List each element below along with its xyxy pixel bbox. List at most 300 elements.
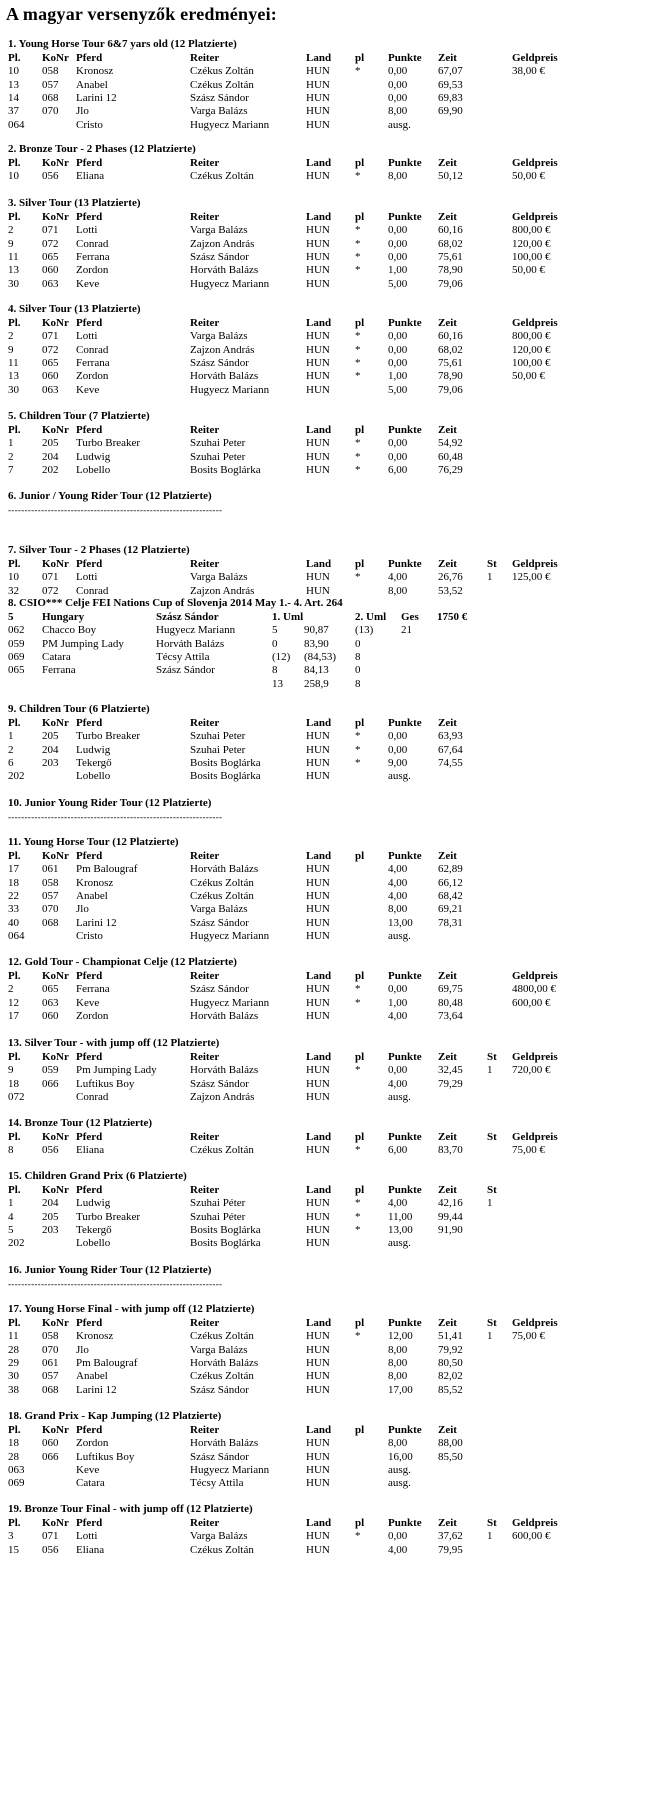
header-points: Punkte xyxy=(388,1184,422,1196)
header-country: Land xyxy=(306,1517,332,1529)
table-row xyxy=(0,91,664,105)
cell-konr: 057 xyxy=(42,1370,59,1383)
cell-rider: Szuhai Péter xyxy=(190,1210,246,1223)
cell-time: 99,44 xyxy=(438,1210,463,1223)
team-cell: 062 xyxy=(8,624,25,637)
cell-country: HUN xyxy=(306,105,330,118)
header-country: Land xyxy=(306,52,332,64)
header-horse: Pferd xyxy=(76,317,103,329)
cell-country: HUN xyxy=(306,224,330,237)
team-cell: 258,9 xyxy=(304,677,329,690)
cell-konr: 203 xyxy=(42,756,59,769)
cell-place: 33 xyxy=(8,903,19,916)
cell-placed: * xyxy=(355,1530,361,1543)
cell-country: HUN xyxy=(306,330,330,343)
header-points: Punkte xyxy=(388,970,422,982)
cell-country: HUN xyxy=(306,343,330,356)
header-rider: Reiter xyxy=(190,1424,220,1436)
header-rider: Reiter xyxy=(190,1517,220,1529)
header-time: Zeit xyxy=(438,850,457,862)
header-horse: Pferd xyxy=(76,717,103,729)
cell-prize: 100,00 € xyxy=(512,250,551,263)
cell-horse: Tekergő xyxy=(76,756,112,769)
cell-points: ausg. xyxy=(388,1477,411,1490)
cell-placed: * xyxy=(355,571,361,584)
cell-points: 8,00 xyxy=(388,1343,408,1356)
cell-time: 54,92 xyxy=(438,437,463,450)
cell-rider: Szász Sándor xyxy=(190,250,249,263)
header-konr: KoNr xyxy=(42,211,69,223)
cell-points: 8,00 xyxy=(388,584,408,597)
cell-place: 11 xyxy=(8,250,19,263)
cell-horse: Anabel xyxy=(76,78,108,91)
cell-placed: * xyxy=(355,170,361,183)
cell-horse: Zordon xyxy=(76,1009,109,1022)
header-horse: Pferd xyxy=(76,211,103,223)
cell-points: 0,00 xyxy=(388,237,408,250)
cell-horse: Turbo Breaker xyxy=(76,437,141,450)
cell-placed: * xyxy=(355,264,361,277)
header-points: Punkte xyxy=(388,211,422,223)
table-row xyxy=(0,902,664,916)
cell-points: 8,00 xyxy=(388,105,408,118)
cell-country: HUN xyxy=(306,118,330,131)
header-time: Zeit xyxy=(438,970,457,982)
cell-time: 37,62 xyxy=(438,1530,463,1543)
cell-horse: Lotti xyxy=(76,1530,98,1543)
cell-country: HUN xyxy=(306,1330,330,1343)
header-placed: pl xyxy=(355,1317,365,1329)
header-horse: Pferd xyxy=(76,157,103,169)
cell-prize: 50,00 € xyxy=(512,264,545,277)
cell-points: 4,00 xyxy=(388,863,408,876)
header-time: Zeit xyxy=(438,211,457,223)
cell-points: 8,00 xyxy=(388,1370,408,1383)
cell-place: 18 xyxy=(8,876,19,889)
cell-horse: Pm Jumping Lady xyxy=(76,1064,157,1077)
cell-country: HUN xyxy=(306,383,330,396)
header-placed: pl xyxy=(355,717,365,729)
team-cell: Hungary xyxy=(42,611,85,623)
cell-time: 69,21 xyxy=(438,903,463,916)
cell-points: ausg. xyxy=(388,770,411,783)
header-placed: pl xyxy=(355,157,365,169)
section-title: 5. Children Tour (7 Platzierte) xyxy=(8,410,150,422)
team-cell: 5 xyxy=(272,624,278,637)
cell-horse: Keve xyxy=(76,277,100,290)
cell-st: 1 xyxy=(487,1197,493,1210)
header-konr: KoNr xyxy=(42,1051,69,1063)
cell-place: 064 xyxy=(8,929,25,942)
header-place: Pl. xyxy=(8,1424,21,1436)
cell-time: 79,95 xyxy=(438,1543,463,1556)
cell-konr: 203 xyxy=(42,1223,59,1236)
cell-country: HUN xyxy=(306,571,330,584)
cell-place: 072 xyxy=(8,1090,25,1103)
cell-country: HUN xyxy=(306,1450,330,1463)
cell-country: HUN xyxy=(306,1197,330,1210)
table-row xyxy=(0,1236,664,1250)
header-placed: pl xyxy=(355,317,365,329)
section-title: 17. Young Horse Final - with jump off (12 Platzierte) xyxy=(8,1303,255,1315)
team-cell: 2. Uml xyxy=(355,611,387,623)
header-placed: pl xyxy=(355,970,365,982)
header-placed: pl xyxy=(355,850,365,862)
table-header-row xyxy=(0,1516,664,1530)
cell-konr: 204 xyxy=(42,450,59,463)
cell-place: 12 xyxy=(8,996,19,1009)
cell-place: 1 xyxy=(8,730,14,743)
cell-country: HUN xyxy=(306,1343,330,1356)
cell-points: 4,00 xyxy=(388,889,408,902)
cell-rider: Czékus Zoltán xyxy=(190,876,254,889)
header-country: Land xyxy=(306,1317,332,1329)
header-time: Zeit xyxy=(438,1517,457,1529)
cell-time: 63,93 xyxy=(438,730,463,743)
header-country: Land xyxy=(306,317,332,329)
cell-place: 2 xyxy=(8,224,14,237)
cell-time: 79,92 xyxy=(438,1343,463,1356)
cell-place: 1 xyxy=(8,1197,14,1210)
table-row xyxy=(0,929,664,943)
cell-prize: 120,00 € xyxy=(512,343,551,356)
cell-points: 6,00 xyxy=(388,1144,408,1157)
section-title: 8. CSIO*** Celje FEI Nations Cup of Slovenja 2014 May 1.- 4. Art. 264 xyxy=(8,597,343,609)
header-place: Pl. xyxy=(8,52,21,64)
cell-points: 12,00 xyxy=(388,1330,413,1343)
cell-prize: 125,00 € xyxy=(512,571,551,584)
cell-rider: Horváth Balázs xyxy=(190,1009,259,1022)
cell-time: 32,45 xyxy=(438,1064,463,1077)
cell-konr: 204 xyxy=(42,743,59,756)
cell-horse: Lobello xyxy=(76,1237,111,1250)
cell-time: 69,83 xyxy=(438,91,463,104)
cell-time: 26,76 xyxy=(438,571,463,584)
team-cell: 84,13 xyxy=(304,664,329,677)
section-title: 9. Children Tour (6 Platzierte) xyxy=(8,703,150,715)
cell-points: 0,00 xyxy=(388,224,408,237)
cell-time: 62,89 xyxy=(438,863,463,876)
cell-rider: Bosits Boglárka xyxy=(190,770,261,783)
table-row xyxy=(0,862,664,876)
table-header-row xyxy=(0,51,664,65)
cell-points: ausg. xyxy=(388,929,411,942)
cell-points: 8,00 xyxy=(388,1356,408,1369)
table-row xyxy=(0,1543,664,1557)
cell-place: 064 xyxy=(8,118,25,131)
cell-country: HUN xyxy=(306,863,330,876)
cell-rider: Szuhai Peter xyxy=(190,730,246,743)
table-header-row xyxy=(0,849,664,863)
cell-st: 1 xyxy=(487,1330,493,1343)
cell-horse: Jlo xyxy=(76,903,89,916)
cell-konr: 071 xyxy=(42,1530,59,1543)
cell-rider: Bosits Boglárka xyxy=(190,756,261,769)
header-time: Zeit xyxy=(438,1131,457,1143)
table-row xyxy=(0,1329,664,1343)
cell-rider: Varga Balázs xyxy=(190,903,248,916)
cell-time: 85,52 xyxy=(438,1383,463,1396)
cell-konr: 072 xyxy=(42,584,59,597)
cell-prize: 50,00 € xyxy=(512,370,545,383)
cell-rider: Szász Sándor xyxy=(190,91,249,104)
team-header-row xyxy=(0,610,664,624)
cell-points: 0,00 xyxy=(388,330,408,343)
cell-place: 1 xyxy=(8,437,14,450)
cell-rider: Técsy Attila xyxy=(190,1477,244,1490)
cell-rider: Szuhai Peter xyxy=(190,437,246,450)
cell-place: 10 xyxy=(8,571,19,584)
cell-points: 1,00 xyxy=(388,264,408,277)
table-row xyxy=(0,1436,664,1450)
cell-rider: Szász Sándor xyxy=(190,356,249,369)
cell-horse: Conrad xyxy=(76,584,109,597)
cell-rider: Horváth Balázs xyxy=(190,370,259,383)
team-cell: (12) xyxy=(272,650,291,663)
cell-horse: Tekergő xyxy=(76,1223,112,1236)
cell-horse: Anabel xyxy=(76,1370,108,1383)
cell-time: 60,16 xyxy=(438,224,463,237)
team-cell: 8 xyxy=(355,677,361,690)
header-prize: Geldpreis xyxy=(512,1051,558,1063)
header-time: Zeit xyxy=(438,1051,457,1063)
table-row xyxy=(0,1009,664,1023)
header-st: St xyxy=(487,1051,497,1063)
cell-place: 10 xyxy=(8,170,19,183)
cell-place: 11 xyxy=(8,356,19,369)
cell-country: HUN xyxy=(306,743,330,756)
cell-points: 1,00 xyxy=(388,996,408,1009)
header-prize: Geldpreis xyxy=(512,970,558,982)
header-rider: Reiter xyxy=(190,317,220,329)
header-time: Zeit xyxy=(438,424,457,436)
cell-konr: 071 xyxy=(42,571,59,584)
header-st: St xyxy=(487,1131,497,1143)
cell-time: 80,50 xyxy=(438,1356,463,1369)
cell-konr: 071 xyxy=(42,330,59,343)
header-konr: KoNr xyxy=(42,1131,69,1143)
header-time: Zeit xyxy=(438,1184,457,1196)
cell-horse: Keve xyxy=(76,1463,100,1476)
separator-line: ----------------------------------------------------------------- xyxy=(8,1279,223,1289)
cell-place: 40 xyxy=(8,916,19,929)
cell-st: 1 xyxy=(487,1064,493,1077)
table-row xyxy=(0,64,664,78)
cell-points: 0,00 xyxy=(388,983,408,996)
cell-prize: 4800,00 € xyxy=(512,983,556,996)
table-row xyxy=(0,916,664,930)
cell-time: 75,61 xyxy=(438,356,463,369)
cell-time: 73,64 xyxy=(438,1009,463,1022)
cell-konr: 068 xyxy=(42,1383,59,1396)
cell-country: HUN xyxy=(306,1543,330,1556)
header-horse: Pferd xyxy=(76,1051,103,1063)
cell-country: HUN xyxy=(306,437,330,450)
cell-konr: 060 xyxy=(42,1009,59,1022)
header-rider: Reiter xyxy=(190,1131,220,1143)
table-row xyxy=(0,104,664,118)
header-time: Zeit xyxy=(438,558,457,570)
table-header-row xyxy=(0,1130,664,1144)
cell-prize: 50,00 € xyxy=(512,170,545,183)
cell-horse: Ludwig xyxy=(76,450,111,463)
cell-country: HUN xyxy=(306,770,330,783)
header-placed: pl xyxy=(355,1131,365,1143)
cell-place: 15 xyxy=(8,1543,19,1556)
cell-konr: 058 xyxy=(42,65,59,78)
cell-placed: * xyxy=(355,356,361,369)
cell-placed: * xyxy=(355,65,361,78)
separator-line: ----------------------------------------------------------------- xyxy=(8,505,223,515)
cell-place: 28 xyxy=(8,1343,19,1356)
header-horse: Pferd xyxy=(76,558,103,570)
cell-place: 9 xyxy=(8,1064,14,1077)
cell-placed: * xyxy=(355,330,361,343)
cell-rider: Szász Sándor xyxy=(190,916,249,929)
table-row xyxy=(0,1450,664,1464)
cell-place: 38 xyxy=(8,1383,19,1396)
team-cell: 5 xyxy=(8,611,14,623)
table-row xyxy=(0,1223,664,1237)
team-cell: 8 xyxy=(355,650,361,663)
cell-konr: 066 xyxy=(42,1077,59,1090)
cell-konr: 059 xyxy=(42,1064,59,1077)
team-cell: 065 xyxy=(8,664,25,677)
header-place: Pl. xyxy=(8,970,21,982)
cell-country: HUN xyxy=(306,1077,330,1090)
cell-rider: Horváth Balázs xyxy=(190,1437,259,1450)
cell-time: 68,02 xyxy=(438,343,463,356)
cell-points: 1,00 xyxy=(388,370,408,383)
header-points: Punkte xyxy=(388,317,422,329)
cell-konr: 070 xyxy=(42,105,59,118)
cell-prize: 600,00 € xyxy=(512,1530,551,1543)
header-konr: KoNr xyxy=(42,424,69,436)
cell-country: HUN xyxy=(306,1530,330,1543)
team-cell: 069 xyxy=(8,650,25,663)
cell-konr: 066 xyxy=(42,1450,59,1463)
header-horse: Pferd xyxy=(76,970,103,982)
cell-points: 6,00 xyxy=(388,463,408,476)
team-member-row xyxy=(0,650,664,664)
cell-country: HUN xyxy=(306,78,330,91)
table-header-row xyxy=(0,1183,664,1197)
cell-place: 9 xyxy=(8,343,14,356)
cell-horse: Eliana xyxy=(76,170,105,183)
section-title: 14. Bronze Tour (12 Platzierte) xyxy=(8,1117,153,1129)
table-row xyxy=(0,169,664,183)
cell-place: 11 xyxy=(8,1330,19,1343)
cell-points: 0,00 xyxy=(388,437,408,450)
header-konr: KoNr xyxy=(42,317,69,329)
cell-horse: Luftikus Boy xyxy=(76,1450,135,1463)
cell-konr: 056 xyxy=(42,1144,59,1157)
header-rider: Reiter xyxy=(190,1317,220,1329)
team-cell: Hugyecz Mariann xyxy=(156,624,236,637)
cell-konr: 063 xyxy=(42,996,59,1009)
cell-country: HUN xyxy=(306,237,330,250)
cell-time: 74,55 xyxy=(438,756,463,769)
cell-points: 4,00 xyxy=(388,1543,408,1556)
cell-time: 42,16 xyxy=(438,1197,463,1210)
cell-placed: * xyxy=(355,743,361,756)
table-row xyxy=(0,1210,664,1224)
cell-time: 83,70 xyxy=(438,1144,463,1157)
cell-points: 17,00 xyxy=(388,1383,413,1396)
cell-horse: Keve xyxy=(76,996,100,1009)
cell-country: HUN xyxy=(306,1370,330,1383)
cell-country: HUN xyxy=(306,277,330,290)
header-horse: Pferd xyxy=(76,1317,103,1329)
cell-points: 11,00 xyxy=(388,1210,413,1223)
cell-konr: 065 xyxy=(42,250,59,263)
cell-prize: 600,00 € xyxy=(512,996,551,1009)
cell-placed: * xyxy=(355,1197,361,1210)
cell-horse: Turbo Breaker xyxy=(76,730,141,743)
team-cell: 83,90 xyxy=(304,637,329,650)
table-row xyxy=(0,743,664,757)
cell-country: HUN xyxy=(306,916,330,929)
cell-place: 37 xyxy=(8,105,19,118)
cell-country: HUN xyxy=(306,903,330,916)
header-place: Pl. xyxy=(8,850,21,862)
cell-horse: Pm Balougraf xyxy=(76,863,138,876)
cell-points: 0,00 xyxy=(388,743,408,756)
cell-horse: Lotti xyxy=(76,571,98,584)
section-title: 1. Young Horse Tour 6&7 yars old (12 Platzierte) xyxy=(8,38,237,50)
header-konr: KoNr xyxy=(42,52,69,64)
team-cell: Catara xyxy=(42,650,71,663)
table-row xyxy=(0,756,664,770)
cell-country: HUN xyxy=(306,756,330,769)
table-row xyxy=(0,982,664,996)
cell-country: HUN xyxy=(306,1064,330,1077)
cell-placed: * xyxy=(355,1223,361,1236)
team-cell: PM Jumping Lady xyxy=(42,637,124,650)
cell-rider: Hugyecz Mariann xyxy=(190,1463,270,1476)
header-place: Pl. xyxy=(8,1131,21,1143)
cell-rider: Czékus Zoltán xyxy=(190,889,254,902)
team-cell: 1. Uml xyxy=(272,611,304,623)
table-row xyxy=(0,78,664,92)
cell-rider: Szász Sándor xyxy=(190,983,249,996)
header-horse: Pferd xyxy=(76,1517,103,1529)
cell-points: 0,00 xyxy=(388,1530,408,1543)
cell-horse: Pm Balougraf xyxy=(76,1356,138,1369)
cell-country: HUN xyxy=(306,370,330,383)
cell-placed: * xyxy=(355,250,361,263)
cell-horse: Zordon xyxy=(76,1437,109,1450)
team-cell: (84,53) xyxy=(304,650,337,663)
team-member-row xyxy=(0,663,664,677)
table-row xyxy=(0,369,664,383)
cell-country: HUN xyxy=(306,1356,330,1369)
header-rider: Reiter xyxy=(190,850,220,862)
cell-place: 6 xyxy=(8,756,14,769)
table-row xyxy=(0,277,664,291)
section-title: 12. Gold Tour - Championat Celje (12 Platzierte) xyxy=(8,956,237,968)
cell-horse: Conrad xyxy=(76,237,109,250)
cell-st: 1 xyxy=(487,571,493,584)
cell-prize: 720,00 € xyxy=(512,1064,551,1077)
cell-rider: Horváth Balázs xyxy=(190,863,259,876)
table-row xyxy=(0,343,664,357)
cell-points: 4,00 xyxy=(388,1197,408,1210)
cell-time: 80,48 xyxy=(438,996,463,1009)
cell-horse: Ludwig xyxy=(76,743,111,756)
header-rider: Reiter xyxy=(190,970,220,982)
table-row xyxy=(0,237,664,251)
